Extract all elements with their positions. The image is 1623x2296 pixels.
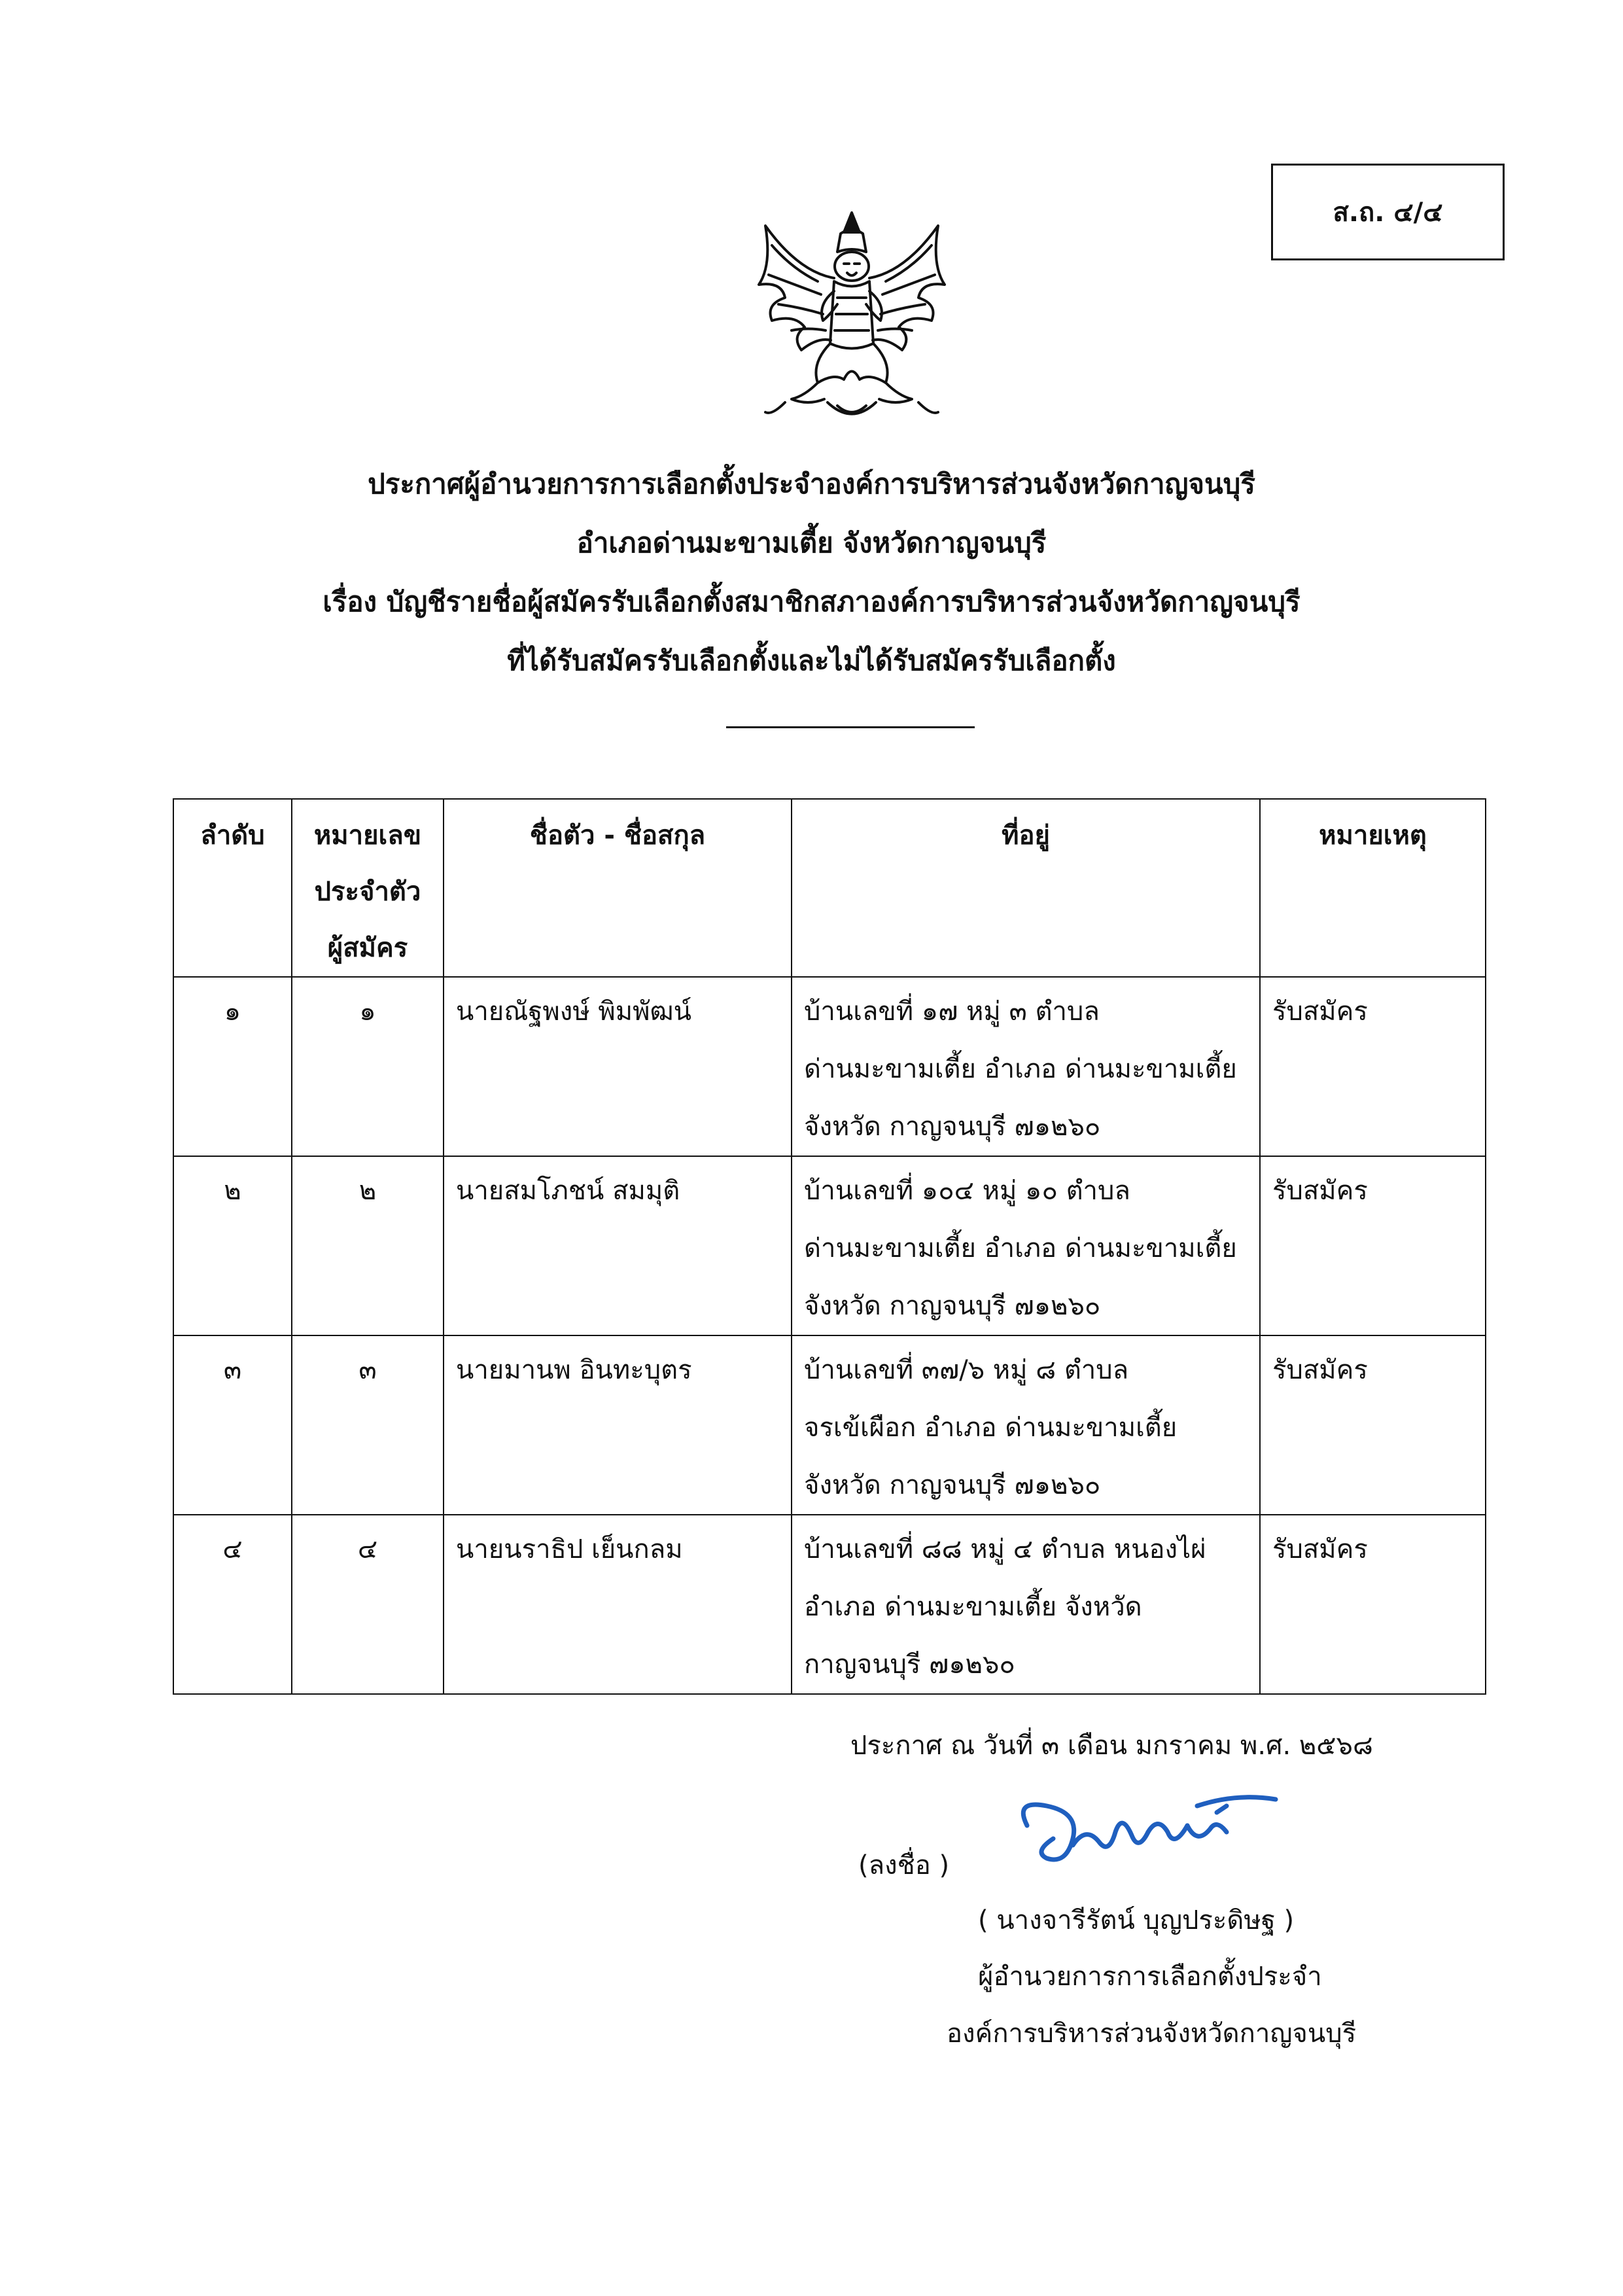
- cell-number: ๓: [292, 1335, 444, 1515]
- header-line-4: ที่ได้รับสมัครรับเลือกตั้งและไม่ได้รับสมัครรับเลือกตั้ง: [507, 645, 1116, 677]
- cell-name: นายณัฐพงษ์ พิมพัฒน์: [444, 977, 792, 1156]
- header-line-2: อำเภอด่านมะขามเตี้ย จังหวัดกาญจนบุรี: [576, 527, 1047, 559]
- header-line-1: ประกาศผู้อำนวยการการเลือกตั้งประจำองค์การบริหารส่วนจังหวัดกาญจนบุรี: [368, 468, 1255, 500]
- garuda-emblem-icon: [746, 206, 958, 429]
- cell-address: บ้านเลขที่ ๑๗ หมู่ ๓ ตำบล ด่านมะขามเตี้ย อำเภอ ด่านมะขามเตี้ย จังหวัด กาญจนบุรี ๗๑๒๖๐: [792, 977, 1260, 1156]
- cell-name: นายมานพ อินทะบุตร: [444, 1335, 792, 1515]
- signer-name: ( นางจารีรัตน์ บุญประดิษฐ ): [978, 1905, 1295, 1935]
- cell-name: นายนราธิป เย็นกลม: [444, 1515, 792, 1694]
- candidate-table: [173, 798, 1486, 1695]
- table-header-row: [173, 799, 1486, 977]
- cell-order: ๒: [173, 1156, 292, 1335]
- header-order: ลำดับ: [173, 799, 292, 977]
- table-row: [173, 1515, 1486, 1694]
- table-row: [173, 1156, 1486, 1335]
- cell-address: บ้านเลขที่ ๑๐๔ หมู่ ๑๐ ตำบล ด่านมะขามเตี้ย อำเภอ ด่านมะขามเตี้ย จังหวัด กาญจนบุรี ๗๑๒๖๐: [792, 1156, 1260, 1335]
- announcement-date: ประกาศ ณ วันที่ ๓ เดือน มกราคม พ.ศ. ๒๕๖๘: [850, 1731, 1373, 1761]
- sign-label: (ลงชื่อ ): [858, 1850, 950, 1881]
- form-code-box: [1271, 164, 1505, 260]
- handwritten-signature-icon: [1001, 1786, 1282, 1884]
- cell-remark: รับสมัคร: [1260, 1515, 1486, 1694]
- cell-address: บ้านเลขที่ ๘๘ หมู่ ๔ ตำบล หนองไผ่ อำเภอ ด่านมะขามเตี้ย จังหวัด กาญจนบุรี ๗๑๒๖๐: [792, 1515, 1260, 1694]
- form-code-text: ส.ถ. ๔/๔: [1333, 198, 1443, 228]
- header-address: ที่อยู่: [792, 799, 1260, 977]
- header-name: ชื่อตัว - ชื่อสกุล: [444, 799, 792, 977]
- cell-address: บ้านเลขที่ ๓๗/๖ หมู่ ๘ ตำบล จรเข้เผือก อำเภอ ด่านมะขามเตี้ย จังหวัด กาญจนบุรี ๗๑๒๖๐: [792, 1335, 1260, 1515]
- signer-position-line-1: ผู้อำนวยการการเลือกตั้งประจำ: [978, 1962, 1322, 1992]
- cell-number: ๒: [292, 1156, 444, 1335]
- cell-number: ๑: [292, 977, 444, 1156]
- cell-order: ๔: [173, 1515, 292, 1694]
- cell-remark: รับสมัคร: [1260, 1156, 1486, 1335]
- cell-number: ๔: [292, 1515, 444, 1694]
- announcement-header: [0, 455, 1623, 690]
- table-row: [173, 977, 1486, 1156]
- cell-order: ๑: [173, 977, 292, 1156]
- cell-remark: รับสมัคร: [1260, 977, 1486, 1156]
- cell-order: ๓: [173, 1335, 292, 1515]
- header-underline: [726, 726, 975, 728]
- cell-remark: รับสมัคร: [1260, 1335, 1486, 1515]
- header-remark: หมายเหตุ: [1260, 799, 1486, 977]
- table-row: [173, 1335, 1486, 1515]
- cell-name: นายสมโภชน์ สมมุติ: [444, 1156, 792, 1335]
- header-number: หมายเลข ประจำตัว ผู้สมัคร: [292, 799, 444, 977]
- header-line-3: เรื่อง บัญชีรายชื่อผู้สมัครรับเลือกตั้งสมาชิกสภาองค์การบริหารส่วนจังหวัดกาญจนบุรี: [323, 586, 1300, 618]
- signer-position-line-2: องค์การบริหารส่วนจังหวัดกาญจนบุรี: [947, 2019, 1357, 2049]
